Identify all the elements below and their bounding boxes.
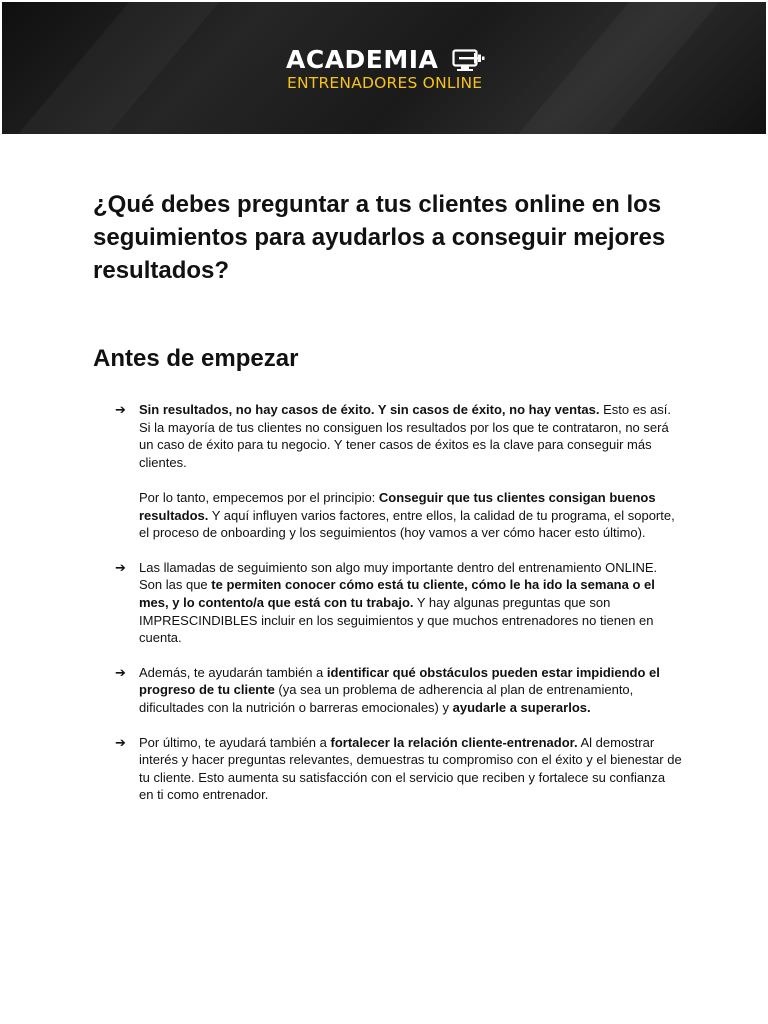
bullet-list: [93, 401, 683, 804]
paragraph: [139, 559, 683, 647]
list-item: [93, 664, 683, 717]
paragraph: [139, 401, 683, 471]
logo-title: ACADEMIA: [286, 45, 439, 74]
arrow-bullet-icon: ➔: [115, 402, 126, 417]
banner-stripe: [461, 2, 752, 134]
paragraph: [139, 734, 683, 804]
dumbbell-screen-icon: [452, 49, 486, 71]
text-segment: Por lo tanto, empecemos por el principio:: [139, 489, 379, 505]
page-title: ¿Qué debes preguntar a tus clientes online en los seguimientos para ayudarlos a conseguir mejores resultados?: [93, 191, 666, 284]
bold-text: fortalecer la relación cliente-entrenador.: [330, 734, 578, 750]
section-heading: Antes de empezar: [93, 345, 299, 372]
arrow-bullet-icon: ➔: [115, 559, 126, 575]
bold-text: ayudarle a superarlos.: [452, 699, 591, 715]
text-segment: Además, te ayudarán también a: [139, 664, 327, 680]
paragraph: [139, 489, 683, 542]
list-item: [93, 559, 683, 647]
header-banner: [2, 2, 766, 134]
brand-logo: [286, 46, 496, 96]
paragraph: [139, 664, 683, 717]
arrow-bullet-icon: ➔: [115, 664, 126, 680]
list-item: [93, 401, 683, 542]
text-segment: Esto es así. Si la mayoría de tus clientes no consiguen los resultados por los que te contrataron, no será un caso de éxito para tu negocio. Y tener casos de éxitos es la clave para conseguir más clientes.: [139, 402, 672, 470]
text-segment: Y hay algunas preguntas que son IMPRESCINDIBLES incluir en los seguimientos y que muchos entrenadores no tienen en cuenta.: [139, 594, 654, 646]
arrow-bullet-icon: ➔: [115, 734, 126, 750]
bold-text: te permiten conocer cómo está tu cliente, cómo le ha ido la semana o el mes, y lo contento/a que está con tu trabajo.: [139, 577, 655, 610]
text-segment: Al demostrar interés y hacer preguntas relevantes, demuestras tu compromiso con el éxito y el bienestar de tu cliente. Esto aumenta su satisfacción con el servicio que reciben y fortalece su confianza en ti como entrenador.: [139, 734, 682, 803]
text-segment: Y aquí influyen varios factores, entre ellos, la calidad de tu programa, el soporte, el proceso de onboarding y los seguimientos (hoy vamos a ver cómo hacer esto último).: [139, 507, 675, 541]
logo-subtitle: ENTRENADORES ONLINE: [287, 74, 483, 92]
text-segment: Las llamadas de seguimiento son algo muy importante dentro del entrenamiento ONLINE. Son las que: [139, 559, 658, 593]
bold-text: identificar qué obstáculos pueden estar impidiendo el progreso de tu cliente: [139, 664, 660, 698]
list-item: [93, 734, 683, 804]
bold-text: Conseguir que tus clientes consigan buenos resultados.: [139, 489, 656, 523]
banner-stripe: [2, 2, 253, 134]
text-segment: Por último, te ayudará también a: [139, 734, 331, 750]
document-body: [93, 188, 683, 821]
text-segment: (ya sea un problema de adherencia al plan de entrenamiento, dificultades con la nutrición o barreras emocionales) y: [139, 682, 634, 715]
bold-text: Sin resultados, no hay casos de éxito. Y sin casos de éxito, no hay ventas.: [139, 402, 600, 417]
